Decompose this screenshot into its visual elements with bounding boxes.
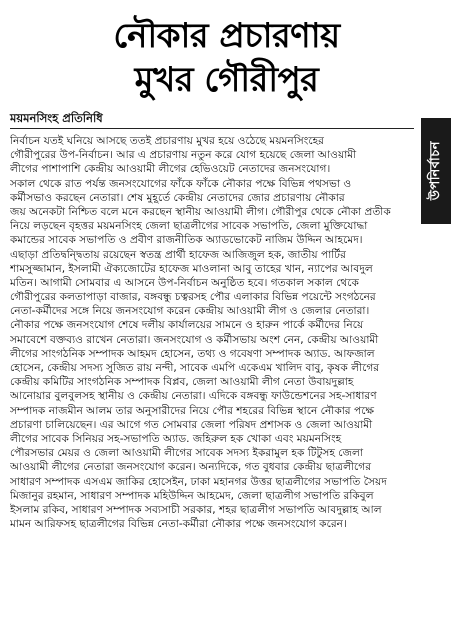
article-line: প্রচারণা চালিয়েছেন। এর আগে গত সোমবার জেলা পরিষদ প্রশাসক ও জেলা আওয়ামী xyxy=(10,418,373,431)
article-line: কমান্ডের সাবেক সভাপতি ও প্রবীণ রাজনীতিক অ্যাডভোকেট নাজিম উদ্দিন আহমেদ। xyxy=(10,234,363,247)
byline-divider xyxy=(10,128,414,129)
article-line: সাধারণ সম্পাদক এসএম জাকির হোসেইন, ঢাকা মহানগর উত্তর ছাত্রলীগের সভাপতি সৈয়দ xyxy=(10,475,387,488)
article-line: কর্মীসভাও করছেন নেতারা। শেষ মুহূর্তে কেন্দ্রীয় নেতাদের জোর প্রচারণায় নৌকার xyxy=(10,191,345,204)
article-line: আওয়ামী লীগের নেতারা জনসংযোগ করেন। অন্যদিকে, গত বুধবার কেন্দ্রীয় ছাত্রলীগের xyxy=(10,461,372,474)
article-line: সমাবেশে বক্তব্যও রাখেন নেতারা। জনসংযোগ ও কর্মীসভায় অংশ নেন, কেন্দ্রীয় আওয়ামী xyxy=(10,333,379,346)
article-line: সকাল থেকে রাত পর্যন্ত জনসংযোগের ফাঁকে ফাঁকে নৌকার পক্ষে বিভিন্ন পথসভা ও xyxy=(10,177,352,190)
article-line: নেতা-কর্মীদের সঙ্গে নিয়ে জনসংযোগ করেন কেন্দ্রীয় আওয়ামী লীগ ও জেলার নেতারা। xyxy=(10,305,370,318)
article-line: লীগের সাবেক সিনিয়র সহ-সভাপতি অ্যাড. জহিরুল হক খোকা এবং ময়মনসিংহ xyxy=(10,432,342,445)
section-label: উপনির্বাচন xyxy=(427,141,443,201)
article-line: নিয়ে লড়ছেন বৃহত্তর ময়মনসিংহ জেলা ছাত্রলীগের সাবেক সভাপতি, জেলা মুক্তিযোদ্ধা xyxy=(10,220,368,233)
section-label-box xyxy=(421,118,451,224)
article-line: নির্বাচন যতই ঘনিয়ে আসছে ততই প্রচারণায় মুখর হয়ে ওঠেছে ময়মনসিংহের xyxy=(10,135,324,147)
article-line: আনোয়ার বুলবুলসহ স্থানীয় ও কেন্দ্রীয় নেতারা। এদিকে বঙ্গবন্ধু ফাউন্ডেশনের সহ-সাধারণ xyxy=(10,390,377,403)
article-line: গৌরীপুরের কলতাপাড়া বাজার, বঙ্গবন্ধু চত্বরসহ পৌর এলাকার বিভিন্ন পয়েন্টে সংগঠনের xyxy=(10,291,376,304)
byline: ময়মনসিংহ প্রতিনিধি xyxy=(10,111,103,125)
article-line: মিজানুর রহমান, সাধারণ সম্পাদক মহিউদ্দিন আহমেদ, জেলা ছাত্রলীগ সভাপতি রকিবুল xyxy=(10,489,374,502)
article-line: নৌকার পক্ষে জনসংযোগ শেষে দলীয় কার্যালয়ের সামনে ও হারুন পার্কে কর্মীদের নিয়ে xyxy=(10,319,364,332)
article-line: এছাড়া প্রতিদ্বন্দ্বিতায় রয়েছেন স্বতন্ত্র প্রার্থী হাফেজ আজিজুল হক, জাতীয় পার্টির xyxy=(10,248,346,261)
headline-line-1: নৌকার প্রচারণায় xyxy=(113,16,340,56)
article-line: সম্পাদক নাজমীন আলম তার অনুসারীদের নিয়ে পৌর শহরের বিভিন্ন স্থানে নৌকার পক্ষে xyxy=(10,404,375,417)
article-line: হোসেন, কেন্দ্রীয় সদস্য সুজিত রায় নন্দী, সাবেক এমপি একেএম খালিদ বাবু, কৃষক লীগের xyxy=(10,362,380,374)
article-line: মতিন। আগামী সোমবার এ আসনে উপ-নির্বাচন অনুষ্ঠিত হবে। গতকাল সকাল থেকে xyxy=(10,276,359,289)
article-line: লীগের সাংগঠনিক সম্পাদক আহমদ হোসেন, তথ্য ও গবেষণা সম্পাদক অ্যাড. আফজাল xyxy=(10,347,375,360)
article-line: শামসুজ্জামান, ইসলামী ঐক্যজোটের হাফেজ মাওলানা আবু তাহের খান, ন্যাপের আবদুল xyxy=(10,262,373,275)
article-line: জয় অনেকটা নিশ্চিত বলে মনে করছেন স্থানীয় আওয়ামী লীগ। গৌরীপুর থেকে নৌকা প্রতীক xyxy=(10,205,391,218)
headline xyxy=(0,14,453,102)
article-body xyxy=(10,134,416,531)
article-line: মামন আরিফসহ ছাত্রলীগের বিভিন্ন নেতা-কর্মীরা নৌকার পক্ষে জনসংযোগ করেন। xyxy=(10,518,347,531)
article-line: ইসলাম রকিব, সাধারণ সম্পাদক সব্যসাচী সরকার, শহর ছাত্রলীগ সভাপতি আবদুল্লাহ আল xyxy=(10,503,382,516)
article-line: পৌরসভার মেয়র ও জেলা আওয়ামী লীগের সাবেক সদস্য ইকরামুল হক টিটুসহ জেলা xyxy=(10,447,364,460)
article-line: কেন্দ্রীয় কমিটির সাংগঠনিক সম্পাদক বিপ্লব, জেলা আওয়ামী লীগ নেতা উবায়দুল্লাহ xyxy=(10,376,354,389)
headline-line-2: মুখর গৌরীপুর xyxy=(134,60,319,100)
article-line: লীগের পাশাপাশি কেন্দ্রীয় আওয়ামী লীগের হেভিওয়েট নেতাদের জনসংযোগ। xyxy=(10,163,331,176)
article-line: গৌরীপুরের উপ-নির্বাচন। আর এ প্রচারণায় নতুন করে যোগ হয়েছে জেলা আওয়ামী xyxy=(10,149,357,162)
